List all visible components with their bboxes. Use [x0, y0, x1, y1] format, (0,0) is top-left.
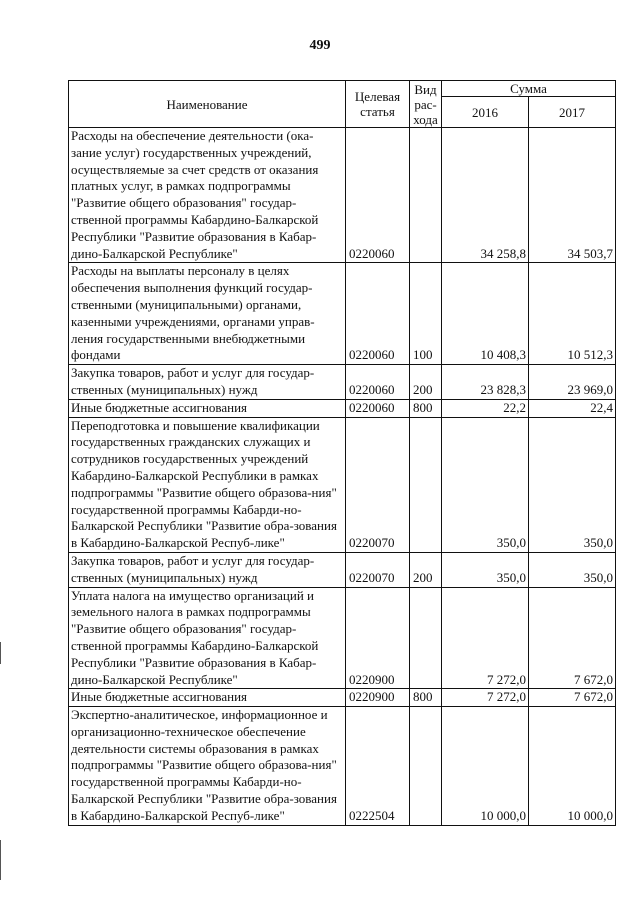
row-amount-2016: 350,0: [442, 417, 529, 552]
row-target-code: 0220060: [346, 399, 410, 417]
row-amount-2017: 10 512,3: [529, 263, 616, 365]
row-target-code: 0220070: [346, 552, 410, 587]
row-kind-code: [410, 587, 442, 689]
row-kind-code: 800: [410, 399, 442, 417]
row-kind-code: [410, 128, 442, 263]
row-kind-code: 100: [410, 263, 442, 365]
row-name: Экспертно-аналитическое, информационное и организационно-техническое обеспечение деятельности системы образования в рамках подпрограммы "Развитие общего образова-ния" государственной программы Кабарди-но-Балкарской Республики "Развитие обра-зования в Кабардино-Балкарской Респуб-лике": [69, 707, 346, 826]
row-target-code: 0220900: [346, 587, 410, 689]
header-year-2017: 2017: [529, 97, 616, 128]
table-row: [69, 399, 616, 417]
row-target-code: 0220060: [346, 365, 410, 400]
header-kind: Вид рас-хода: [410, 81, 442, 128]
row-name: Уплата налога на имущество организаций и земельного налога в рамках подпрограммы "Развитие общего образования" государ-ственной программы Кабардино-Балкарской Республики "Развитие образования в Кабар-дино-Балкарской Республике": [69, 587, 346, 689]
row-amount-2017: 22,4: [529, 399, 616, 417]
row-amount-2016: 7 272,0: [442, 689, 529, 707]
row-name: Переподготовка и повышение квалификации государственных гражданских служащих и сотрудников государственных учреждений Кабардино-Балкарской Республики в рамках подпрограммы "Развитие общего образова-ния" государственной программы Кабарди-но-Балкарской Республики "Развитие обра-зования в Кабардино-Балкарской Респуб-лике": [69, 417, 346, 552]
row-amount-2017: 7 672,0: [529, 689, 616, 707]
row-name: Закупка товаров, работ и услуг для государ-ственных (муниципальных) нужд: [69, 365, 346, 400]
scan-edge-mark: [0, 642, 1, 664]
row-amount-2017: 350,0: [529, 417, 616, 552]
table-row: [69, 263, 616, 365]
row-name: Расходы на обеспечение деятельности (ока-зание услуг) государственных учреждений, осуществляемые за счет средств от оказания платных услуг, в рамках подпрограммы "Развитие общего образования" государ-ственной программы Кабардино-Балкарской Республики "Развитие образования в Кабар-дино-Балкарской Республике": [69, 128, 346, 263]
row-amount-2016: 22,2: [442, 399, 529, 417]
row-name: Расходы на выплаты персоналу в целях обеспечения выполнения функций государ-ственными (муниципальными) органами, казенными учреждениями, органами управ-ления государственными внебюджетными фондами: [69, 263, 346, 365]
row-amount-2016: 7 272,0: [442, 587, 529, 689]
row-amount-2016: 23 828,3: [442, 365, 529, 400]
table-row: [69, 417, 616, 552]
row-amount-2017: 350,0: [529, 552, 616, 587]
row-amount-2017: 23 969,0: [529, 365, 616, 400]
row-target-code: 0220060: [346, 128, 410, 263]
header-target: Целевая статья: [346, 81, 410, 128]
row-name: Иные бюджетные ассигнования: [69, 399, 346, 417]
table-row: [69, 689, 616, 707]
table-row: [69, 707, 616, 826]
row-target-code: 0222504: [346, 707, 410, 826]
row-kind-code: 800: [410, 689, 442, 707]
row-kind-code: [410, 707, 442, 826]
row-name: Иные бюджетные ассигнования: [69, 689, 346, 707]
row-kind-code: 200: [410, 365, 442, 400]
row-kind-code: 200: [410, 552, 442, 587]
table-row: [69, 552, 616, 587]
row-amount-2017: 7 672,0: [529, 587, 616, 689]
page-number: 499: [309, 38, 331, 53]
table-row: [69, 128, 616, 263]
table-row: [69, 365, 616, 400]
row-amount-2017: 10 000,0: [529, 707, 616, 826]
row-amount-2016: 10 408,3: [442, 263, 529, 365]
row-amount-2017: 34 503,7: [529, 128, 616, 263]
row-target-code: 0220070: [346, 417, 410, 552]
header-sum: Сумма: [442, 81, 616, 97]
row-kind-code: [410, 417, 442, 552]
row-amount-2016: 10 000,0: [442, 707, 529, 826]
budget-table: [68, 80, 616, 826]
row-name: Закупка товаров, работ и услуг для государ-ственных (муниципальных) нужд: [69, 552, 346, 587]
row-amount-2016: 34 258,8: [442, 128, 529, 263]
row-amount-2016: 350,0: [442, 552, 529, 587]
row-target-code: 0220060: [346, 263, 410, 365]
scan-edge-mark: [0, 840, 1, 880]
header-name: Наименование: [69, 81, 346, 128]
table-row: [69, 587, 616, 689]
row-target-code: 0220900: [346, 689, 410, 707]
header-year-2016: 2016: [442, 97, 529, 128]
